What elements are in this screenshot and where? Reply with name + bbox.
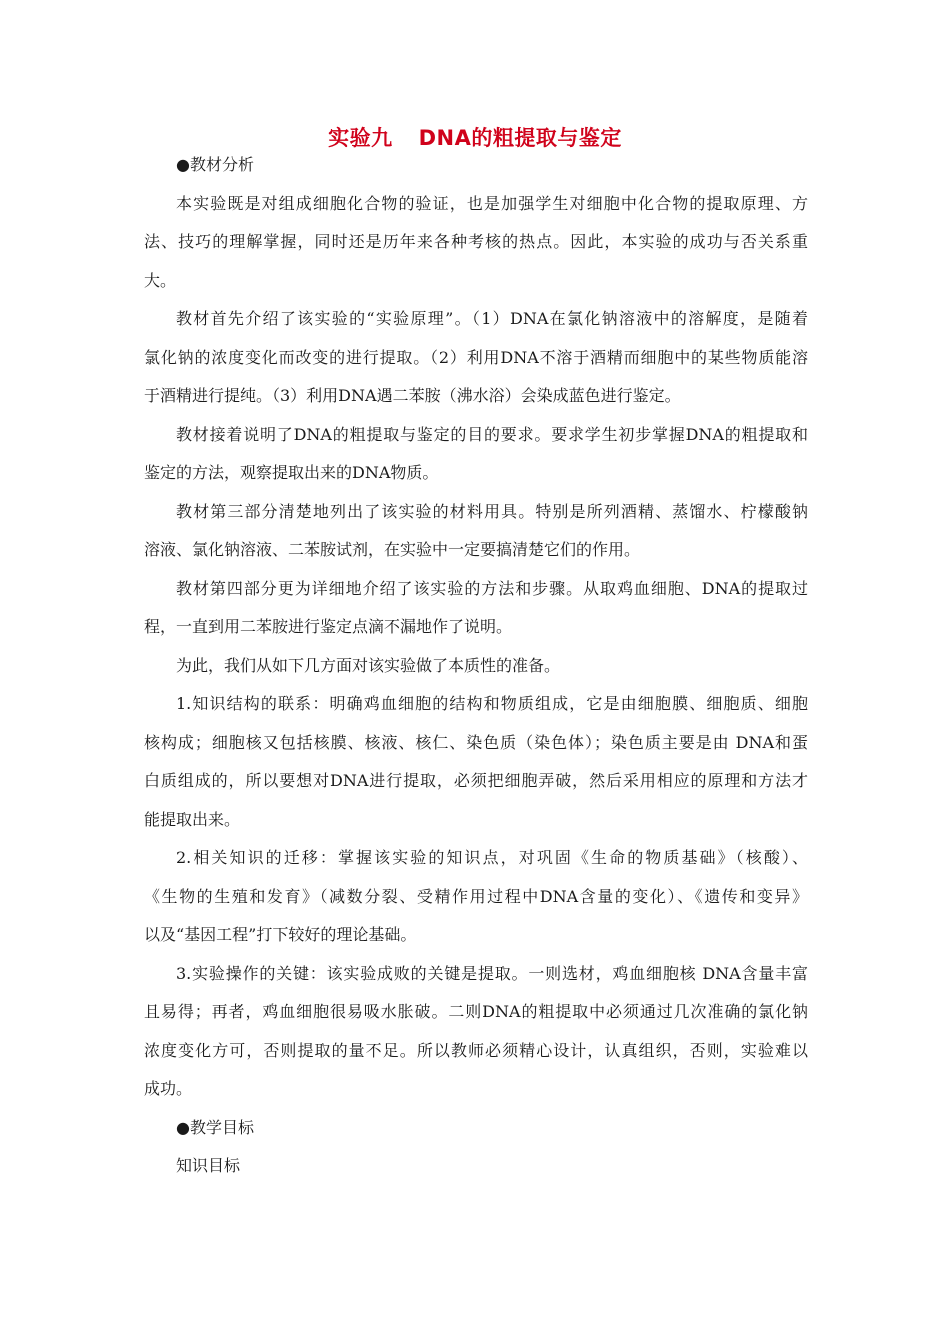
text-line: 鉴定的方法，观察提取出来的DNA物质。 [144, 463, 439, 482]
text-line: 成功。 [144, 1079, 193, 1098]
text-line: 本实验既是对组成细胞化合物的验证，也是加强学生对细胞中化合物的提取原理、方 [176, 193, 808, 213]
text-line: 氯化钠的浓度变化而改变的进行提取。（2）利用DNA不溶于酒精而细胞中的某些物质能溶 [144, 347, 808, 367]
title-part-1: 实验九 [328, 126, 393, 150]
text-line: 《生物的生殖和发育》（减数分裂、受精作用过程中DNA含量的变化）、《遗传和变异》 [144, 886, 808, 906]
title-part-2: DNA的粗提取与鉴定 [418, 126, 622, 150]
text-line: 以及“基因工程”打下较好的理论基础。 [144, 925, 417, 944]
text-line: 于酒精进行提纯。（3）利用DNA遇二苯胺（沸水浴）会染成蓝色进行鉴定。 [144, 386, 681, 405]
text-line: 白质组成的，所以要想对DNA进行提取，必须把细胞弄破，然后采用相应的原理和方法才 [144, 771, 808, 790]
text-line: 能提取出来。 [144, 809, 241, 829]
text-line: 为此，我们从如下几方面对该实验做了本质性的准备。 [176, 655, 561, 675]
text-line: 浓度变化方可，否则提取的量不足。所以教师必须精心设计，认真组织，否则，实验难以 [144, 1040, 808, 1060]
text-line: 2.相关知识的迁移：掌握该实验的知识点，对巩固《生命的物质基础》（核酸）、 [176, 848, 808, 867]
text-line: ●教材分析 [176, 155, 254, 174]
body-text [144, 146, 808, 1186]
text-line: 溶液、氯化钠溶液、二苯胺试剂，在实验中一定要搞清楚它们的作用。 [144, 540, 641, 559]
text-line: 大。 [144, 270, 177, 290]
text-line: 核构成；细胞核又包括核膜、核液、核仁、染色质（染色体）；染色质主要是由 DNA和蛋 [144, 732, 808, 752]
text-line: 教材首先介绍了该实验的“实验原理”。（1）DNA在氯化钠溶液中的溶解度，是随着 [176, 309, 808, 328]
text-line: 知识目标 [176, 1156, 241, 1175]
text-line: ●教学目标 [176, 1117, 254, 1137]
text-line: 1.知识结构的联系：明确鸡血细胞的结构和物质组成，它是由细胞膜、细胞质、细胞 [176, 694, 808, 713]
text-line: 法、技巧的理解掌握，同时还是历年来各种考核的热点。因此，本实验的成功与否关系重 [144, 232, 808, 251]
text-line: 教材接着说明了DNA的粗提取与鉴定的目的要求。要求学生初步掌握DNA的粗提取和 [176, 424, 808, 444]
text-line: 3.实验操作的关键：该实验成败的关键是提取。一则选材，鸡血细胞核 DNA含量丰富 [176, 963, 808, 983]
text-line: 程，一直到用二苯胺进行鉴定点滴不漏地作了说明。 [144, 617, 513, 636]
text-line: 教材第四部分更为详细地介绍了该实验的方法和步骤。从取鸡血细胞、DNA的提取过 [176, 578, 808, 598]
text-line: 且易得；再者，鸡血细胞很易吸水胀破。二则DNA的粗提取中必须通过几次准确的氯化钠 [144, 1002, 808, 1021]
text-line: 教材第三部分清楚地列出了该实验的材料用具。特别是所列酒精、蒸馏水、柠檬酸钠 [176, 501, 808, 521]
